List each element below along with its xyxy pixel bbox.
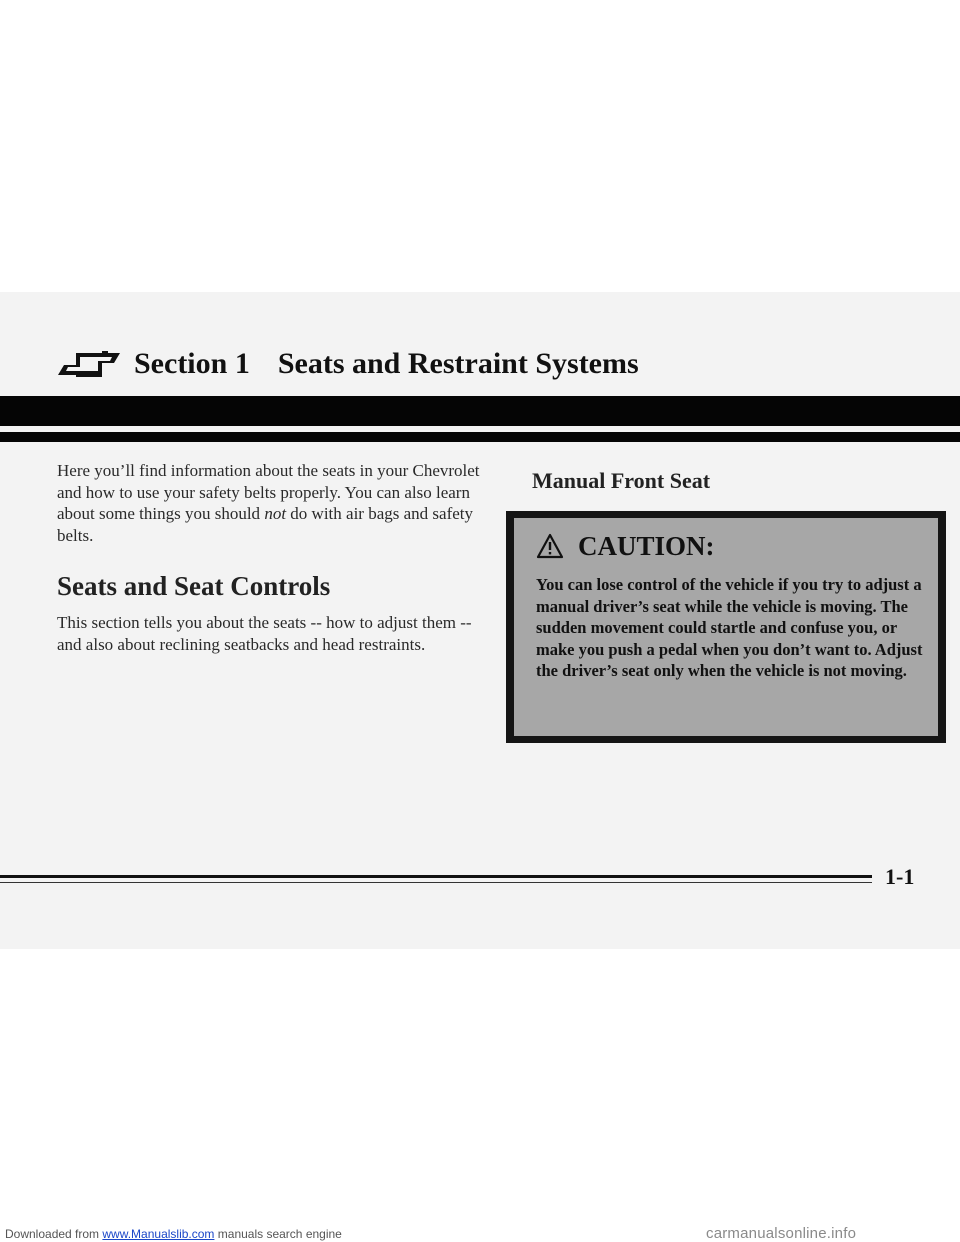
caution-box xyxy=(506,511,946,743)
download-watermark xyxy=(5,1227,342,1241)
manual-page xyxy=(0,292,960,949)
chevrolet-bowtie-icon xyxy=(58,351,120,377)
seats-heading: Seats and Seat Controls xyxy=(57,571,331,601)
warning-triangle-icon xyxy=(536,533,564,559)
footer-rule-thick xyxy=(0,875,872,878)
section-header xyxy=(58,344,639,384)
left-column xyxy=(57,460,497,655)
intro-text-end: do with air bags and safety belts. xyxy=(57,504,473,545)
intro-text-start: Here you’ll find information about the seats in your Chevrolet and how to use your safety belts properly. You can also learn about some things you should xyxy=(57,461,480,523)
caution-text: You can lose control of the vehicle if you try to adjust a manual driver’s seat while the vehicle is moving. The sudden movement could startle and confuse you, or make you push a pedal when you don’t want to. Adjust the driver’s seat only when the vehicle is not moving. xyxy=(536,575,923,680)
page-number: 1-1 xyxy=(885,864,915,889)
caution-panel xyxy=(514,518,938,736)
seats-body: This section tells you about the seats -- how to adjust them -- and also about reclining seatbacks and head restraints. xyxy=(57,613,472,654)
right-column xyxy=(506,468,946,743)
header-rule-thick xyxy=(0,396,960,426)
caution-label: CAUTION: xyxy=(578,530,715,561)
section-number: Section 1 xyxy=(134,347,250,380)
caution-header xyxy=(536,528,924,564)
manual-front-seat-heading: Manual Front Seat xyxy=(532,468,711,493)
watermark-prefix: Downloaded from xyxy=(5,1227,103,1241)
footer-rule-thin xyxy=(0,882,872,883)
site-watermark: carmanualsonline.info xyxy=(706,1225,857,1242)
section-title: Seats and Restraint Systems xyxy=(277,347,639,380)
intro-paragraph xyxy=(57,460,497,546)
intro-italic-word: not xyxy=(264,504,287,523)
manualslib-link[interactable]: www.Manualslib.com xyxy=(102,1227,215,1241)
header-rule-thin xyxy=(0,432,960,442)
watermark-suffix: manuals search engine xyxy=(214,1227,342,1241)
